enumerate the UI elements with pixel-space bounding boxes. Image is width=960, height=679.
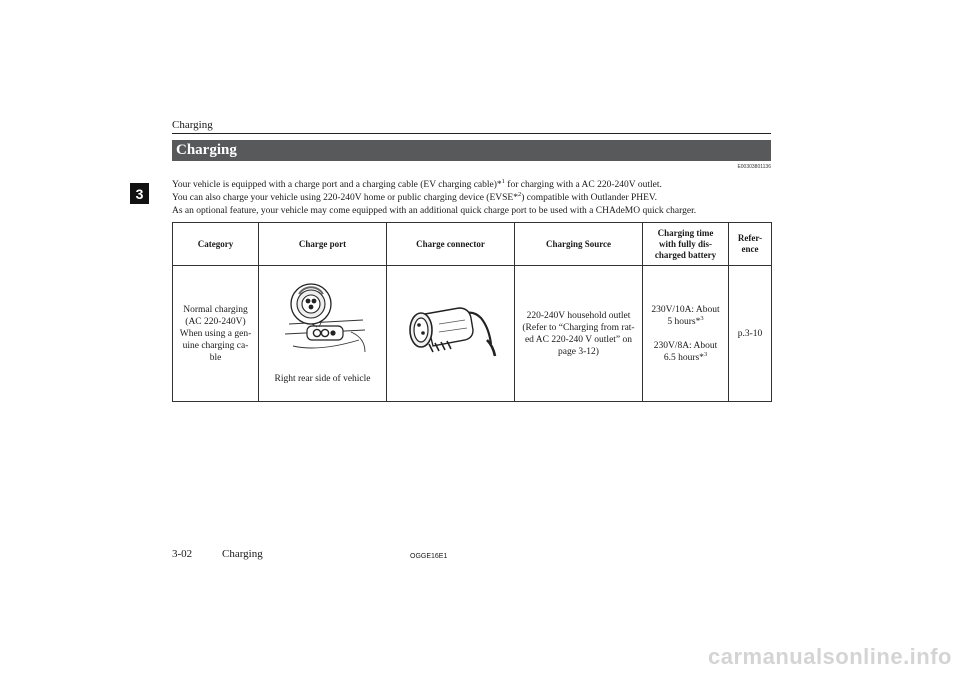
header-reference-line-2: ence xyxy=(741,244,759,254)
cell-reference[interactable] xyxy=(729,266,772,402)
header-reference xyxy=(729,223,772,266)
category-line-1: Normal charging xyxy=(183,304,248,315)
time-8a-hours: 6.5 hours* xyxy=(663,352,704,363)
intro-line-3: As an optional feature, your vehicle may come equipped with an additional quick charge port to be used with a CHAdeMO quick charger. xyxy=(172,206,697,217)
header-charging-time-line-2: with fully dis- xyxy=(658,238,712,249)
section-title: Charging xyxy=(176,142,237,158)
document-code: OGGE16E1 xyxy=(410,553,448,560)
time-8a-line-1: 230V/8A: About xyxy=(653,340,718,351)
intro-line-1 xyxy=(172,179,771,192)
running-header: Charging xyxy=(172,119,213,131)
category-line-4: uine charging ca- xyxy=(182,340,249,351)
charging-time-8a xyxy=(646,340,725,364)
charge-port-illustration xyxy=(279,280,367,360)
time-10a-line-1: 230V/10A: About xyxy=(651,304,720,315)
header-reference-line-1: Refer- xyxy=(737,233,763,243)
cell-charging-source xyxy=(515,266,643,402)
cell-charge-port xyxy=(259,266,387,402)
table-row xyxy=(173,266,772,402)
source-line-4: page 3-12) xyxy=(558,346,599,357)
watermark: carmanualsonline.info xyxy=(708,644,952,669)
page-reference-link[interactable]: p.3-10 xyxy=(737,328,763,339)
section-title-bar xyxy=(172,140,771,161)
intro-text xyxy=(172,179,771,219)
footer-title: Charging xyxy=(222,548,263,560)
source-line-1: 220-240V household outlet xyxy=(526,310,631,321)
footnote-ref-2: 2 xyxy=(517,191,522,199)
header-charging-source: Charging Source xyxy=(515,223,643,266)
source-line-2: (Refer to “Charging from rat- xyxy=(522,322,635,333)
intro-line-1-text-end: for charging with a AC 220-240V outlet. xyxy=(504,180,662,190)
table-header-row xyxy=(173,223,772,266)
source-line-3: ed AC 220-240 V outlet” on xyxy=(524,334,633,345)
time-10a-line-2 xyxy=(646,316,725,328)
intro-line-2-text-end: ) compatible with Outlander PHEV. xyxy=(521,193,657,204)
header-charging-time-line-3: charged battery xyxy=(654,249,717,260)
footnote-ref-3a: 3 xyxy=(700,314,704,322)
cell-category xyxy=(173,266,259,402)
cell-charge-connector xyxy=(387,266,515,402)
charging-table xyxy=(172,222,772,402)
header-charge-connector: Charge connector xyxy=(387,223,515,266)
cell-charging-time xyxy=(643,266,729,402)
header-charging-time xyxy=(643,223,729,266)
chapter-tab: 3 xyxy=(130,183,149,204)
intro-line-2-text: You can also charge your vehicle using 220-240V home or public charging device (EVSE* xyxy=(172,193,518,204)
page-number: 3-02 xyxy=(172,548,193,560)
time-8a-line-2 xyxy=(646,352,725,364)
charge-connector-illustration xyxy=(403,300,499,364)
header-category: Category xyxy=(173,223,259,266)
charging-time-10a xyxy=(646,304,725,328)
category-line-3: When using a gen- xyxy=(179,328,252,339)
category-line-5: ble xyxy=(209,352,222,363)
footnote-ref-3b: 3 xyxy=(703,350,708,358)
time-spacer xyxy=(646,328,725,340)
header-charge-port: Charge port xyxy=(259,223,387,266)
header-rule xyxy=(172,133,771,134)
header-charging-time-line-1: Charging time xyxy=(657,227,714,238)
time-10a-hours: 5 hours* xyxy=(667,316,701,327)
category-line-2: (AC 220-240V) xyxy=(185,316,246,327)
intro-line-1-text: Your vehicle is equipped with a charge port and a charging cable (EV charging cable)* xyxy=(172,180,502,190)
charge-port-caption: Right rear side of vehicle xyxy=(274,374,371,384)
footnote-ref-1: 1 xyxy=(501,177,505,185)
intro-line-2 xyxy=(172,192,771,205)
section-ref-code: E00303801136 xyxy=(737,164,771,170)
